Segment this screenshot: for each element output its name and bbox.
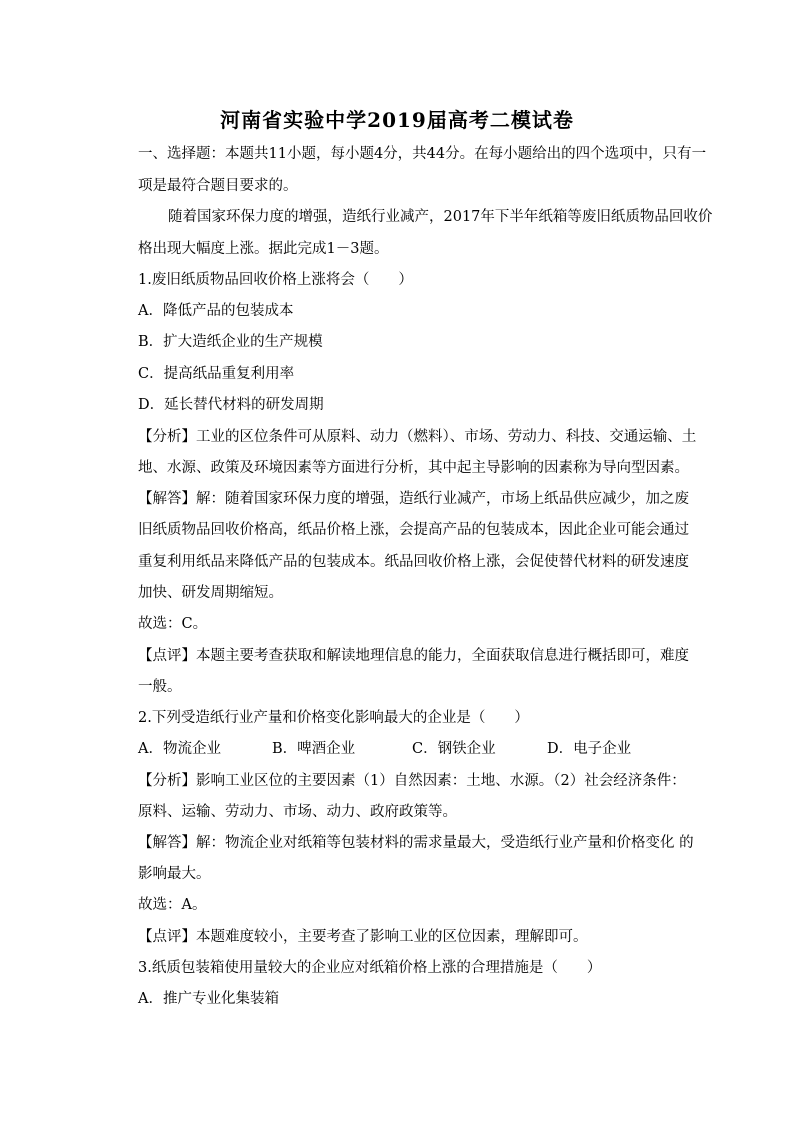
q1-option-d: D．延长替代材料的研发周期 — [138, 397, 324, 413]
q3-stem: 3.纸质包装箱使用量较大的企业应对纸箱价格上涨的合理措施是（ ） — [138, 960, 602, 976]
q2-option-b: B．啤酒企业 — [272, 741, 356, 757]
q2-analysis-line-1: 【分析】影响工业区位的主要因素（1）自然因素：土地、水源。（2）社会经济条件： — [138, 773, 686, 789]
q2-option-a: A．物流企业 — [138, 741, 221, 757]
q2-options-row — [0, 740, 794, 758]
q2-stem: 2.下列受造纸行业产量和价格变化影响最大的企业是（ ） — [138, 710, 529, 726]
q1-analysis-line-2: 地、水源、政策及环境因素等方面进行分析，其中起主导影响的因素称为导向型因素。 — [138, 460, 689, 476]
q1-answer-line-3: 重复利用纸品来降低产品的包装成本。纸品回收价格上涨，会促使替代材料的研发速度 — [138, 554, 689, 570]
q2-choice: 故选：A。 — [138, 897, 207, 913]
section-heading-line-2: 项是最符合题目要求的。 — [138, 178, 298, 194]
q2-comment: 【点评】本题难度较小，主要考查了影响工业的区位因素，理解即可。 — [138, 929, 588, 945]
q2-answer-line-1: 【解答】解：物流企业对纸箱等包装材料的需求量最大，受造纸行业产量和价格变化 的 — [138, 835, 694, 851]
passage-line-2: 格出现大幅度上涨。据此完成1－3题。 — [138, 241, 389, 257]
page-title: 河南省实验中学2019届高考二模试卷 — [220, 108, 574, 132]
q1-stem: 1.废旧纸质物品回收价格上涨将会（ ） — [138, 272, 413, 288]
q2-option-c: C．钢铁企业 — [412, 741, 496, 757]
q1-option-c: C．提高纸品重复利用率 — [138, 366, 295, 382]
section-heading-line-1: 一、选择题：本题共11小题，每小题4分，共44分。在每小题给出的四个选项中，只有一 — [138, 146, 707, 162]
q2-analysis-line-2: 原料、运输、劳动力、市场、动力、政府政策等。 — [138, 804, 457, 820]
q1-answer-line-1: 【解答】解：随着国家环保力度的增强，造纸行业减产，市场上纸品供应减少，加之废 — [138, 491, 689, 507]
passage-line-1: 随着国家环保力度的增强，造纸行业减产，2017年下半年纸箱等废旧纸质物品回收价 — [168, 209, 713, 225]
q1-choice: 故选：C。 — [138, 616, 208, 632]
q2-option-d: D．电子企业 — [547, 741, 632, 757]
q1-option-b: B．扩大造纸企业的生产规模 — [138, 334, 323, 350]
q1-comment-line-2: 一般。 — [138, 679, 182, 695]
q2-answer-line-2: 影响最大。 — [138, 866, 211, 882]
q1-answer-line-4: 加快、研发周期缩短。 — [138, 585, 283, 601]
q3-option-a: A．推广专业化集装箱 — [138, 991, 279, 1007]
q1-analysis-line-1: 【分析】工业的区位条件可从原料、动力（燃料）、市场、劳动力、科技、交通运输、土 — [138, 429, 697, 445]
q1-answer-line-2: 旧纸质物品回收价格高，纸品价格上涨，会提高产品的包装成本，因此企业可能会通过 — [138, 522, 689, 538]
q1-option-a: A．降低产品的包装成本 — [138, 303, 294, 319]
q1-comment-line-1: 【点评】本题主要考查获取和解读地理信息的能力，全面获取信息进行概括即可，难度 — [138, 648, 689, 664]
